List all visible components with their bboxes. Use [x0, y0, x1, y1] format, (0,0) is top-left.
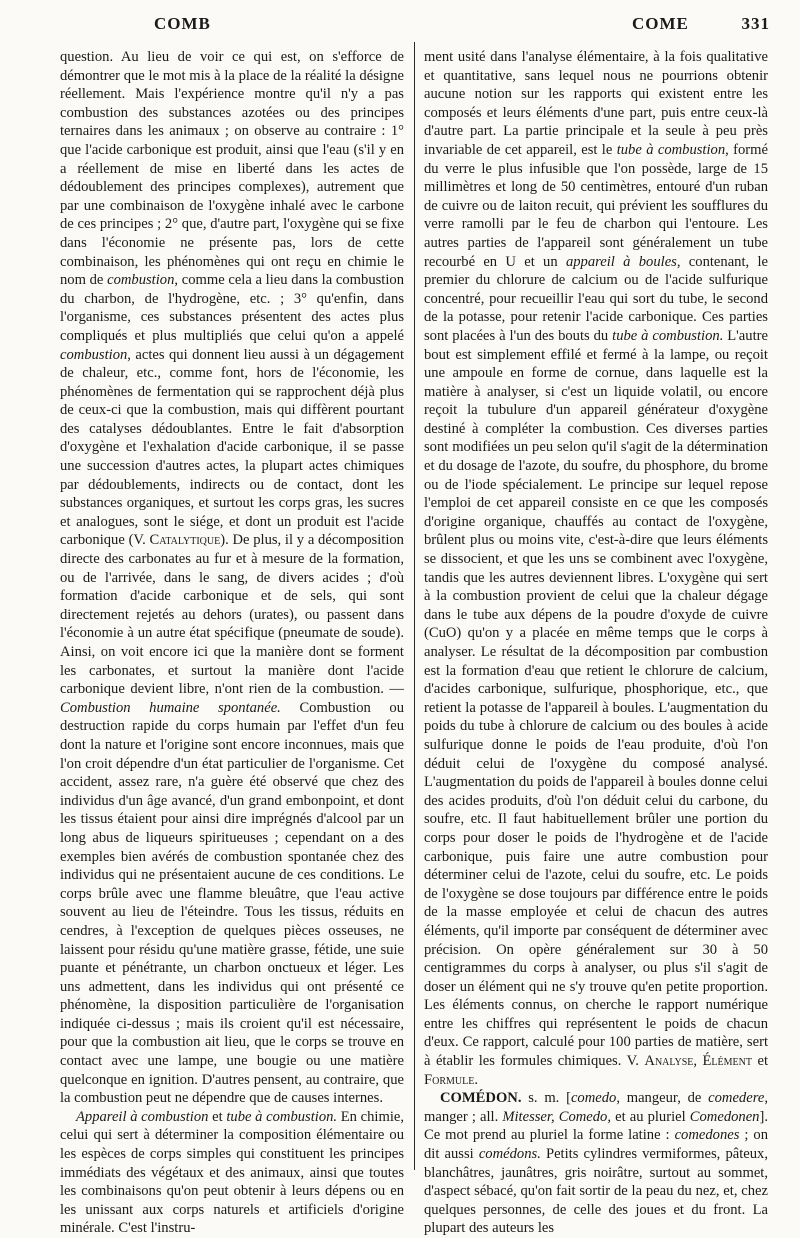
header-left-word: COMB [154, 14, 211, 33]
left-paragraph-1: question. Au lieu de voir ce qui est, on s'efforce de démontrer que le mot mis à la place de la réalité la désigne réellement. Mais l'expérience montre qu'il n'y a pas combustion des substances azotées ou des principes ternaires dans les animaux ; on observe au contraire : 1° que l'acide carbonique est produit, ainsi que l'eau (s'il y en a réellement de mise en liberté dans les actes de dédoublement des principes complexes), autrement que par une combinaison de l'oxygène inhalé avec le carbone de ces principes ; 2° que, d'autre part, l'oxygène qui se fixe dans l'économie ne présente pas, lors de cette combinaison, les phénomènes qui ont reçu en chimie le nom de combustion, comme cela a lieu dans la combustion du charbon, de l'hydrogène, etc. ; 3° qu'enfin, dans l'organisme, ces substances présentent des actes plus compliqués et plus multipliés que celui qu'on a appelé combustion, actes qui donnent lieu aussi à un dégagement de chaleur, etc., comme font, hors de l'économie, les phénomènes de fermentation qui se rapprochent déjà plus de ceux-ci que la combustion, mais qui diffèrent pourtant des catalyses dédoublantes. Entre le fait d'absorption d'oxygène et l'exhalation d'acide carbonique, il se passe une succession d'autres actes, la plupart actes chimiques par dédoublements, indirects ou de contact, dont les substances organiques, et surtout les corps gras, les sucres et analogues, sont le siége, et dont un produit est l'acide carbonique (V. Catalytique). De plus, il y a décomposition directe des carbonates au fur et à mesure de la formation, ou de l'arrivée, dans le sang, de divers acides ; d'où formation d'acide carbonique et de sels, qui sont directement rejetés au dehors (urates), ou passent dans l'économie à un autre état spécifique (pneumate de soude). Ainsi, on voit encore ici que la manière dont se forment les carbonates, et surtout la manière dont l'acide carbonique devient libre, n'ont rien de la combustion. — Combustion humaine spontanée. Combustion ou destruction rapide du corps humain par l'effet d'un feu dont la nature et l'origine sont encore inconnues, mais que l'on croit dépendre d'un état particulier de l'organisme. Cet accident, assez rare, n'a guère été observé que chez des individus d'un âge avancé, d'un grand embonpoint, et dont les tissus étaient pour ainsi dire imprégnés d'alcool par un long abus de liqueurs spiritueuses ; cependant on a des exemples bien avérés de combustion spontanée chez des individus qui ne présentaient aucune de ces conditions. Le corps brûle avec une flamme bleuâtre, que l'eau active souvent au lieu de l'éteindre. Tous les tissus, réduits en cendres, à l'exception de quelques pièces osseuses, ne laissent pour résidu qu'une matière grasse, fétide, une suie puante et pénétrante, un charbon onctueux et léger. Les uns admettent, dans les individus qui ont présenté ce phénomène, la disposition particulière de l'organisation indiquée ci-dessus ; mais ils croient qu'il est nécessaire, pour que la combustion ait lieu, que le corps se trouve en contact avec une lampe, une bougie ou une matière quelconque en ignition. D'autres pensent, au contraire, que la combustion peut ne dépendre que de causes internes. [60, 49, 404, 1107]
running-header [60, 14, 770, 40]
entry-comedon: COMÉDON. s. m. [comedo, mangeur, de comedere, manger ; all. Mitesser, Comedo, et au pluriel Comedonen]. Ce mot prend au pluriel la forme latine : comedones ; on dit aussi comédons. Petits cylindres vermiformes, pâteux, blanchâtres, jaunâtres, gris noirâtre, surtout au sommet, d'aspect sébacé, qu'on fait sortir de la peau du nez, et, chez quelques personnes, de celle des joues et du front. La plupart des auteurs les [424, 1090, 768, 1237]
header-right-word: COME [632, 14, 689, 33]
right-paragraph-1: ment usité dans l'analyse élémentaire, à la fois qualitative et quantitative, sans lequel nous ne pourrions obtenir aucune notion sur les rapports qui existent entre les composés et leurs éléments d'une part, puis entre ceux-là d'autre part. La partie principale et la seule à peu près invariable de cet appareil, est le tube à combustion, formé du verre le plus infusible que l'on possède, large de 15 millimètres et long de 50 centimètres, entouré d'un ruban de cuivre ou de laiton recuit, qui prévient les soufflures du verre ramolli par le feu de charbon qui l'entoure. Les autres parties de l'appareil sont généralement un tube recourbé en U et un appareil à boules, contenant, le premier du chlorure de calcium ou de l'acide sulfurique concentré, pour recueillir l'eau qui sort du tube, le second de la potasse, pour retenir l'acide carbonique. Ces parties sont placées à l'un des bouts du tube à combustion. L'autre bout est simplement effilé et fermé à la lampe, ou reçoit une ampoule en forme de cornue, dans laquelle est la matière à analyser, si c'est un liquide volatil, ou encore reçoit la tubulure d'un appareil générateur d'oxygène destiné à compléter la combustion. Ces diverses parties sont modifiées un peu selon qu'il s'agit de la détermination et du dosage de l'azote, du soufre, du phosphore, du brome ou de l'iode spécialement. Le principe sur lequel repose l'emploi de cet appareil consiste en ce que les composés d'origine organique, chauffés au contact de l'oxygène, brûlent plus ou moins vite, c'est-à-dire que leurs éléments se dissocient, et que les uns se combinent avec l'oxygène, tandis que les autres deviennent libres. L'oxygène qui sert à la combustion provient de celui que la chaleur dégage dans le tube aux dépens de la poudre d'oxyde de cuivre (CuO) qu'on y a placée en même temps que le corps à analyser. Le résultat de la décomposition par combustion est la formation d'eau que retient le chlorure de calcium, d'acides carbonique, sulfurique, phosphorique, etc., que retient la potasse de l'appareil à boules. L'augmentation du poids du tube à chlorure de calcium ou des boules à acide sulfurique donne le poids de l'eau produite, d'où l'on déduit celui de l'oxygène du composé analysé. L'augmentation du poids de l'appareil à boules donne celui des acides produits, d'où l'on déduit celui du carbone, du soufre, etc. Il faut habituellement brûler une portion du corps pour doser le poids de l'hydrogène et de l'acide carbonique, puis faire une autre combustion pour déterminer celui de l'azote, celui du soufre, etc. Le poids de l'oxygène se dose toujours par différence entre le poids de la masse employée et celui de chacun des autres éléments, qu'il importe par conséquent de déterminer avec précision. On opère généralement sur 30 à 50 centigrammes du corps à analyser, ou plus s'il s'agit de doser un élément qui ne s'y trouve qu'en petite proportion. Les éléments connus, on cherche le rapport numérique entre les chiffres qui représentent le poids de chacun d'eux. Ce rapport, calculé pour 100 parties de matière, sert à établir les formules chimiques. V. Analyse, Élément et Formule. [424, 49, 769, 1088]
page-number: 331 [741, 14, 770, 33]
left-paragraph-2: Appareil à combustion et tube à combustion. En chimie, celui qui sert à déterminer la composition élémentaire ou les espèces de corps simples qui constituent les principes immédiats des végétaux et des animaux, ainsi que toutes les combinaisons qu'on peut obtenir à leurs dépens ou en les unissant aux corps naturels et artificiels d'origine minérale. C'est l'instru- [60, 1108, 404, 1237]
right-column [424, 48, 768, 1238]
left-column [60, 48, 404, 1238]
headword-comedon: COMÉDON. [440, 1090, 522, 1107]
column-divider [414, 42, 415, 1170]
